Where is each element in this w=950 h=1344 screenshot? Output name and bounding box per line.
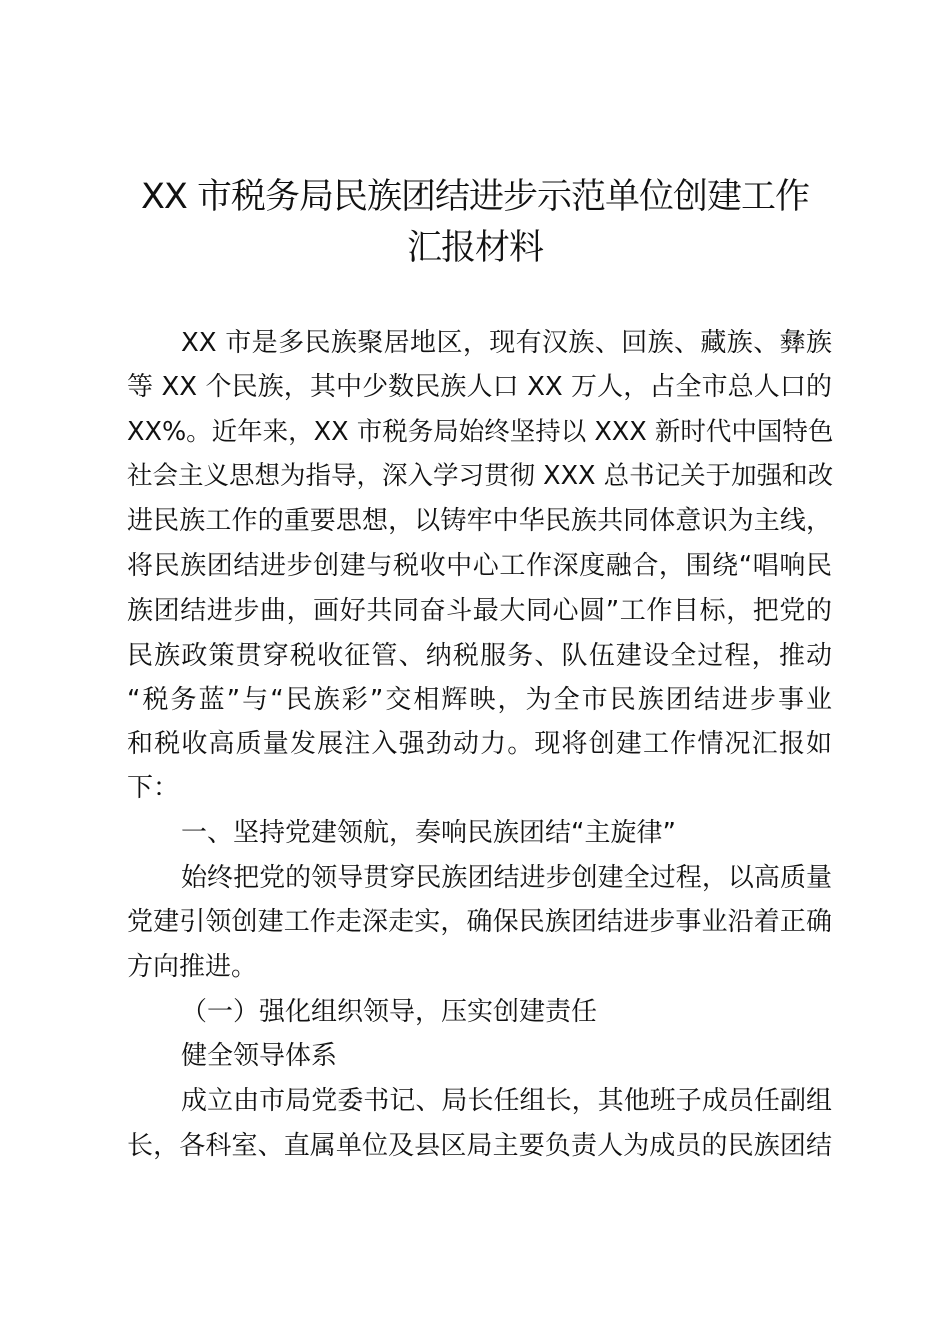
section-heading-1: 一、坚持党建领航，奏响民族团结“主旋律” <box>181 818 676 848</box>
body-line: 民族政策贯穿税收征管、纳税服务、队伍建设全过程，推动 <box>127 641 832 671</box>
body-line: 下： <box>127 773 180 803</box>
body-line: 族团结进步曲，画好共同奋斗最大同心圆”工作目标，把党的 <box>127 596 832 626</box>
body-line: XX%。近年来，XX 市税务局始终坚持以 XXX 新时代中国特色 <box>127 417 834 447</box>
document-title-line-2: 汇报材料 <box>406 228 543 268</box>
sub-subsection-heading: 健全领导体系 <box>181 1041 338 1071</box>
body-line: 社会主义思想为指导，深入学习贯彻 XXX 总书记关于加强和改 <box>127 461 834 491</box>
body-line: 进民族工作的重要思想，以铸牢中华民族共同体意识为主线， <box>127 506 832 536</box>
body-line: XX 市是多民族聚居地区，现有汉族、回族、藏族、彝族 <box>181 328 832 358</box>
body-line: “税务蓝”与“民族彩”交相辉映，为全市民族团结进步事业 <box>127 685 832 715</box>
body-line: 始终把党的领导贯穿民族团结进步创建全过程，以高质量 <box>181 863 832 893</box>
body-line: 等 XX 个民族，其中少数民族人口 XX 万人，占全市总人口的 <box>127 372 832 402</box>
body-line: 方向推进。 <box>127 952 258 982</box>
body-line: 和税收高质量发展注入强劲动力。现将创建工作情况汇报如 <box>127 729 832 759</box>
document-title-line-1: XX 市税务局民族团结进步示范单位创建工作 <box>140 177 810 217</box>
body-line: 长，各科室、直属单位及县区局主要负责人为成员的民族团结 <box>127 1131 832 1161</box>
subsection-heading-1: （一）强化组织领导，压实创建责任 <box>181 997 598 1027</box>
body-line: 将民族团结进步创建与税收中心工作深度融合，围绕“唱响民 <box>127 551 832 581</box>
body-line: 成立由市局党委书记、局长任组长，其他班子成员任副组 <box>181 1086 832 1116</box>
body-line: 党建引领创建工作走深走实，确保民族团结进步事业沿着正确 <box>127 907 832 937</box>
